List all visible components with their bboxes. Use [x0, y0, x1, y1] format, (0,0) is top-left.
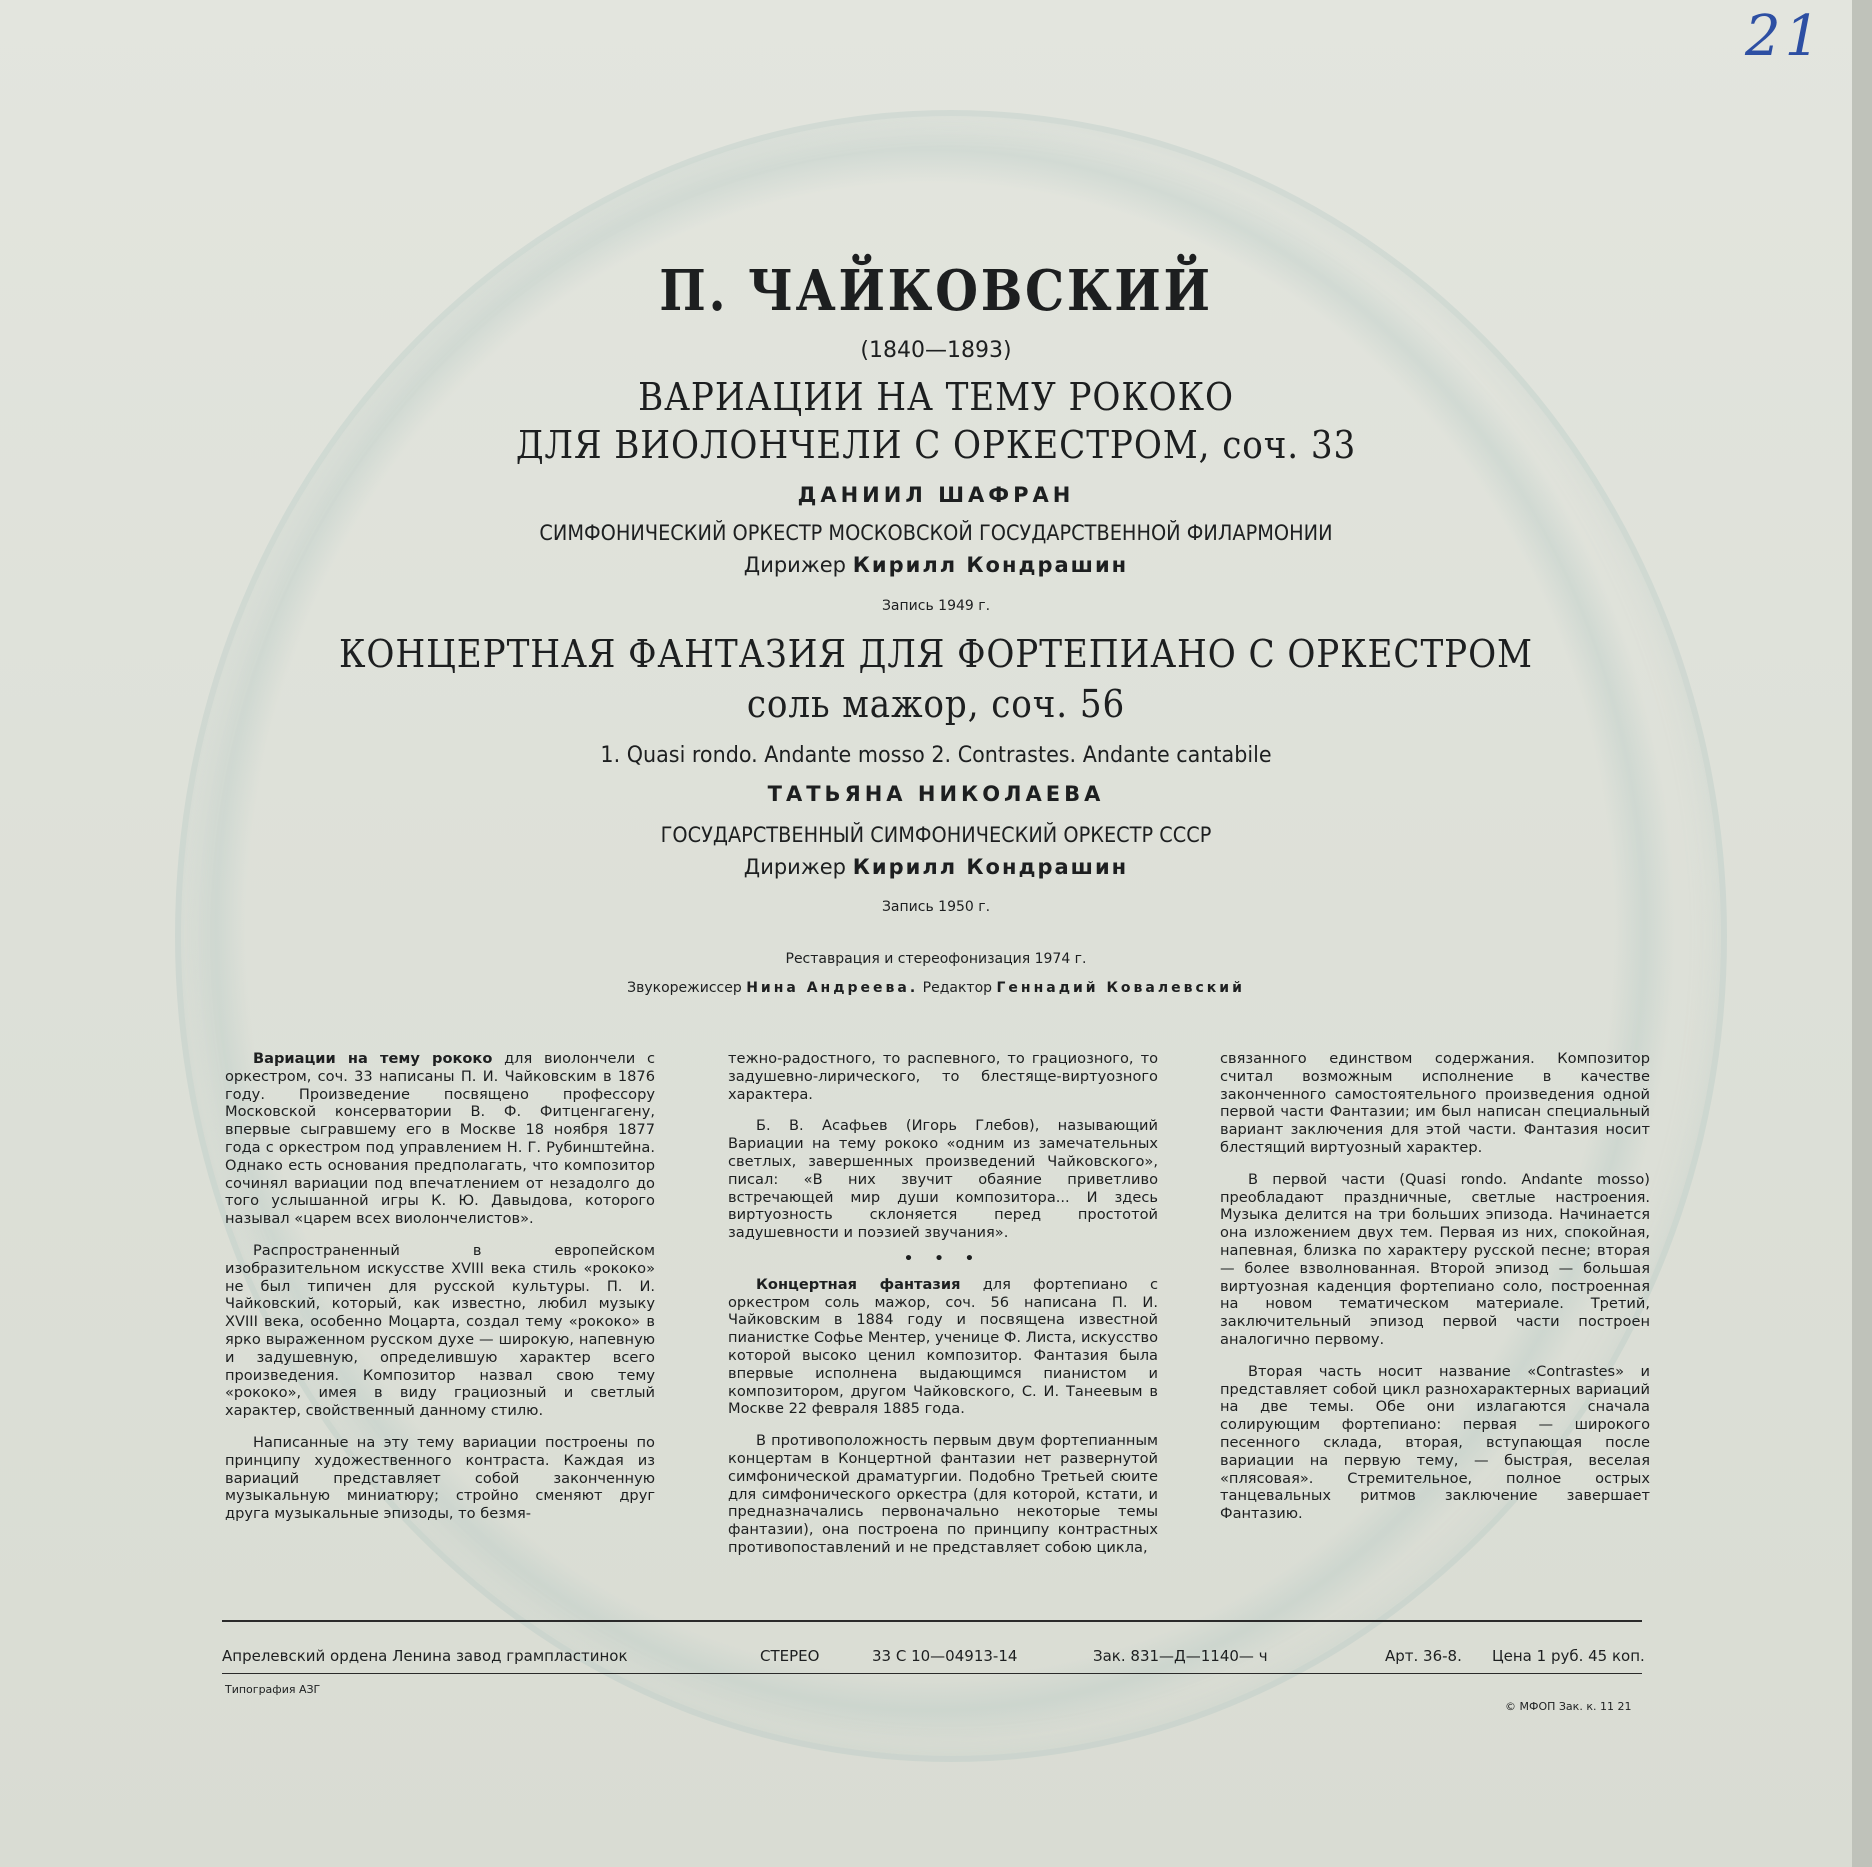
notes-lead: Вариации на тему рококо — [253, 1050, 493, 1067]
work1-orchestra: СИМФОНИЧЕСКИЙ ОРКЕСТР МОСКОВСКОЙ ГОСУДАРСТВЕННОЙ ФИЛАРМОНИИ — [539, 521, 1333, 545]
engineer-name: Нина Андреева. — [746, 980, 919, 996]
work2-title-line2: соль мажор, соч. 56 — [746, 682, 1126, 726]
editor-label: Редактор — [922, 980, 993, 996]
footer-order-number: Зак. 831—Д—1140— ч — [1093, 1647, 1268, 1665]
footer-stereo: СТЕРЕО — [760, 1647, 820, 1665]
footer-rule-top — [222, 1620, 1642, 1622]
composer-years: (1840—1893) — [860, 338, 1012, 363]
footer-article: Арт. 36-8. — [1385, 1647, 1462, 1665]
work2-title-line1: КОНЦЕРТНАЯ ФАНТАЗИЯ ДЛЯ ФОРТЕПИАНО С ОРКЕСТРОМ — [339, 632, 1533, 676]
notes-paragraph: Написанные на эту тему вариации построены по принципу художественного контраста. Каждая из вариаций представляет собой законченную музыкальную миниатюру; стройно сменяют друг друга музыкальные эпизоды, то безмя- — [225, 1433, 655, 1523]
conductor-label: Дирижер — [743, 553, 846, 577]
composer-name: П. ЧАЙКОВСКИЙ — [659, 258, 1213, 324]
notes-paragraph: В первой части (Quasi rondo. Andante mosso) преобладают праздничные, светлые настроения. Музыка делится на три больших эпизода. Начинается она изложением двух тем. Первая из них, спокойная, напевная, близка по характеру русской песне; вторая — более взволнованная. Второй эпизод — большая виртуозная каденция фортепиано соло, построенная на новом тематическом материале. Третий, заключительный эпизод первой части построен аналогично первому. — [1220, 1170, 1650, 1348]
conductor-name: Кирилл Кондрашин — [852, 553, 1129, 577]
notes-paragraph: В противоположность первым двум фортепианным концертам в Концертной фантазии нет развернутой симфонической драматургии. Подобно Третьей сюите для симфонического оркестра (для которой, кстати, и предназначались первоначально некоторые темы фантазии), она построена по принципу контрастных противопоставлений и не представляет собою цикла, — [728, 1432, 1158, 1556]
work2-conductor-line — [0, 855, 1872, 879]
notes-lead: Концертная фантазия — [756, 1275, 961, 1293]
notes-paragraph: тежно-радостного, то распевного, то грациозного, то задушевно-лирического, то блестяще-виртуозного характера. — [728, 1050, 1158, 1103]
conductor-name: Кирилл Кондрашин — [852, 855, 1129, 879]
work2-movements: 1. Quasi rondo. Andante mosso 2. Contrastes. Andante cantabile — [600, 743, 1272, 768]
work2-recording-year: Запись 1950 г. — [881, 899, 991, 915]
notes-column-1 — [225, 1050, 655, 1537]
handwritten-number: 21 — [1745, 4, 1825, 69]
section-separator: • • • — [903, 1249, 983, 1267]
footer-catalog-number: 33 С 10—04913-14 — [872, 1647, 1018, 1665]
footer-rule-bottom — [222, 1673, 1642, 1674]
notes-column-3 — [1220, 1050, 1650, 1537]
work1-conductor-line — [0, 553, 1872, 577]
footer-plant: Апрелевский ордена Ленина завод грампластинок — [222, 1647, 628, 1665]
work1-soloist: ДАНИИЛ ШАФРАН — [797, 483, 1075, 507]
engineer-label: Звукорежиссер — [627, 980, 742, 996]
conductor-label: Дирижер — [743, 855, 846, 879]
work1-recording-year: Запись 1949 г. — [881, 598, 991, 614]
work2-orchestra: ГОСУДАРСТВЕННЫЙ СИМФОНИЧЕСКИЙ ОРКЕСТР СССР — [660, 823, 1212, 847]
footer-copyright: © МФОП Зак. к. 11 21 — [1505, 1700, 1632, 1713]
notes-paragraph: Вторая часть носит название «Contrastes» и представляет собой цикл разнохарактерных вариаций на две темы. Обе они излагаются сначала солирующим фортепиано: первая — широкого песенного склада, вторая, вступающая после вариации на первую тему, — быстрая, веселая «плясовая». Стремительное, полное острых танцевальных ритмов заключение завершает Фантазию. — [1220, 1362, 1650, 1523]
restoration-credit: Реставрация и стереофонизация 1974 г. — [785, 951, 1087, 967]
notes-column-2 — [728, 1050, 1158, 1571]
footer-price: Цена 1 руб. 45 коп. — [1492, 1647, 1645, 1665]
notes-paragraph: Б. В. Асафьев (Игорь Глебов), называющий Вариации на тему рококо «одним из замечательных светлых, завершенных произведений Чайковского», писал: «В них звучит обаяние приветливо встречающей мир души композитора... И здесь виртуозность склоняется перед простотой задушевности и поэзией звучания». — [728, 1117, 1158, 1242]
notes-paragraph: связанного единством содержания. Композитор считал возможным исполнение в качестве законченного самостоятельного произведения одной первой части Фантазии; им был написан специальный вариант заключения для этой части. Фантазия носит блестящий виртуозный характер. — [1220, 1050, 1650, 1156]
sleeve-edge — [1852, 0, 1872, 1867]
engineer-credit-line — [0, 980, 1872, 996]
notes-text: для фортепиано с оркестром соль мажор, соч. 56 написана П. И. Чайковским в 1884 году и посвящена известной пианистке Софье Ментер, ученице Ф. Листа, искусство которой высоко ценил композитор. Фантазия была впервые исполнена выдающимся пианистом и композитором, другом Чайковского, С. И. Танеевым в Москве 22 февраля 1885 года. — [728, 1275, 1159, 1418]
work1-title-line1: ВАРИАЦИИ НА ТЕМУ РОКОКО — [638, 375, 1234, 419]
footer-printer: Типография АЗГ — [225, 1683, 321, 1696]
editor-name: Геннадий Ковалевский — [996, 980, 1245, 996]
work2-soloist: ТАТЬЯНА НИКОЛАЕВА — [767, 782, 1105, 806]
work1-title-line2: ДЛЯ ВИОЛОНЧЕЛИ С ОРКЕСТРОМ, соч. 33 — [515, 423, 1357, 467]
notes-paragraph — [225, 1050, 655, 1228]
notes-text: для виолончели с оркестром, соч. 33 написаны П. И. Чайковским в 1876 году. Произведение посвящено профессору Московской консерватории В. Ф. Фитценгагену, впервые сыгравшему его в Москве 18 ноября 1877 года с оркестром под управлением Н. Г. Рубинштейна. Однако есть основания предполагать, что композитор сочинял вариации под впечатлением от незадолго до того услышанной игры К. Ю. Давыдова, которого называл «царем всех виолончелистов». — [225, 1050, 655, 1228]
notes-paragraph: Распространенный в европейском изобразительном искусстве XVIII века стиль «рококо» не был типичен для русской культуры. П. И. Чайковский, который, как известно, любил музыку XVIII века, особенно Моцарта, создал тему «рококо» в ярко выраженном русском духе — широкую, напевную и задушевную, определившую характер всего произведения. Композитор назвал свою тему «рококо», имея в виду грациозный и светлый характер, свойственный данному стилю. — [225, 1241, 655, 1420]
notes-paragraph — [728, 1276, 1158, 1418]
